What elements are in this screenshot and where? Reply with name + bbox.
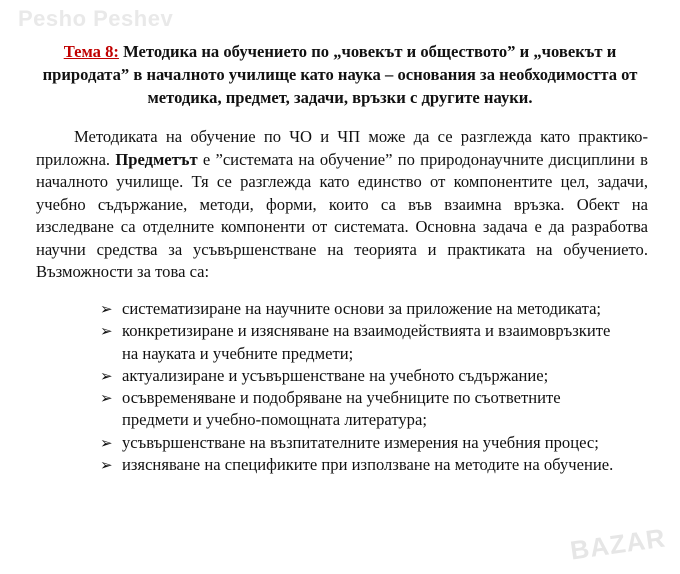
topic-label: Тема 8: xyxy=(63,42,119,61)
arrow-bullet-icon: ➢ xyxy=(100,433,113,452)
paragraph-bold-term: Предметът xyxy=(115,149,198,169)
topic-title-text: Методика на обучението по „човекът и обществото” и „човекът и природата” в началното училище като наука – основания за необходимостта от методика, предмет, задачи, връзки с другите науки. xyxy=(42,42,638,107)
list-item: ➢ конкретизиране и изясняване на взаимодействията и взаимовръзките на науката и учебните предмети; xyxy=(100,321,611,363)
paragraph-text-1: Методиката на обучение по ЧО и ЧП може да се разглежда като практико-приложна. xyxy=(36,127,648,169)
possibilities-list xyxy=(100,298,620,476)
arrow-bullet-icon: ➢ xyxy=(100,389,113,408)
list-item: ➢ изясняване на спецификите при използване на методите на обучение. xyxy=(100,454,620,476)
topic-title xyxy=(40,40,640,109)
list-item: ➢ усъвършенстване на възпитателните измерения на учебния процес; xyxy=(100,432,620,454)
paragraph-text-2: е ”системата на обучение” по природонаучните дисциплини в началното училище. Тя се разглежда като единство от компонентите цел, задачи, учебно съдържание, методи, форми, които са във взаимна връзка. Обект на изследване са отделните компоненти от системата. Основна задача е да разработва научни средства за усъвършенстване на теорията и практиката на обучението. Възможности за това са: xyxy=(36,149,648,281)
watermark-bazar-logo: BAZAR xyxy=(568,522,668,566)
list-item: ➢ систематизиране на научните основи за приложение на методиката; xyxy=(100,298,620,320)
list-item: ➢ актуализиране и усъвършенстване на учебното съдържание; xyxy=(100,365,620,387)
body-paragraph xyxy=(36,126,648,284)
arrow-bullet-icon: ➢ xyxy=(100,456,113,475)
watermark-pesho-peshev: Pesho Peshev xyxy=(18,6,174,31)
arrow-bullet-icon: ➢ xyxy=(100,322,113,341)
list-item: ➢ осъвременяване и подобряване на учебниците по съответните предмети и учебно-помощната литература; xyxy=(100,388,561,430)
arrow-bullet-icon: ➢ xyxy=(100,366,113,385)
arrow-bullet-icon: ➢ xyxy=(100,300,113,318)
